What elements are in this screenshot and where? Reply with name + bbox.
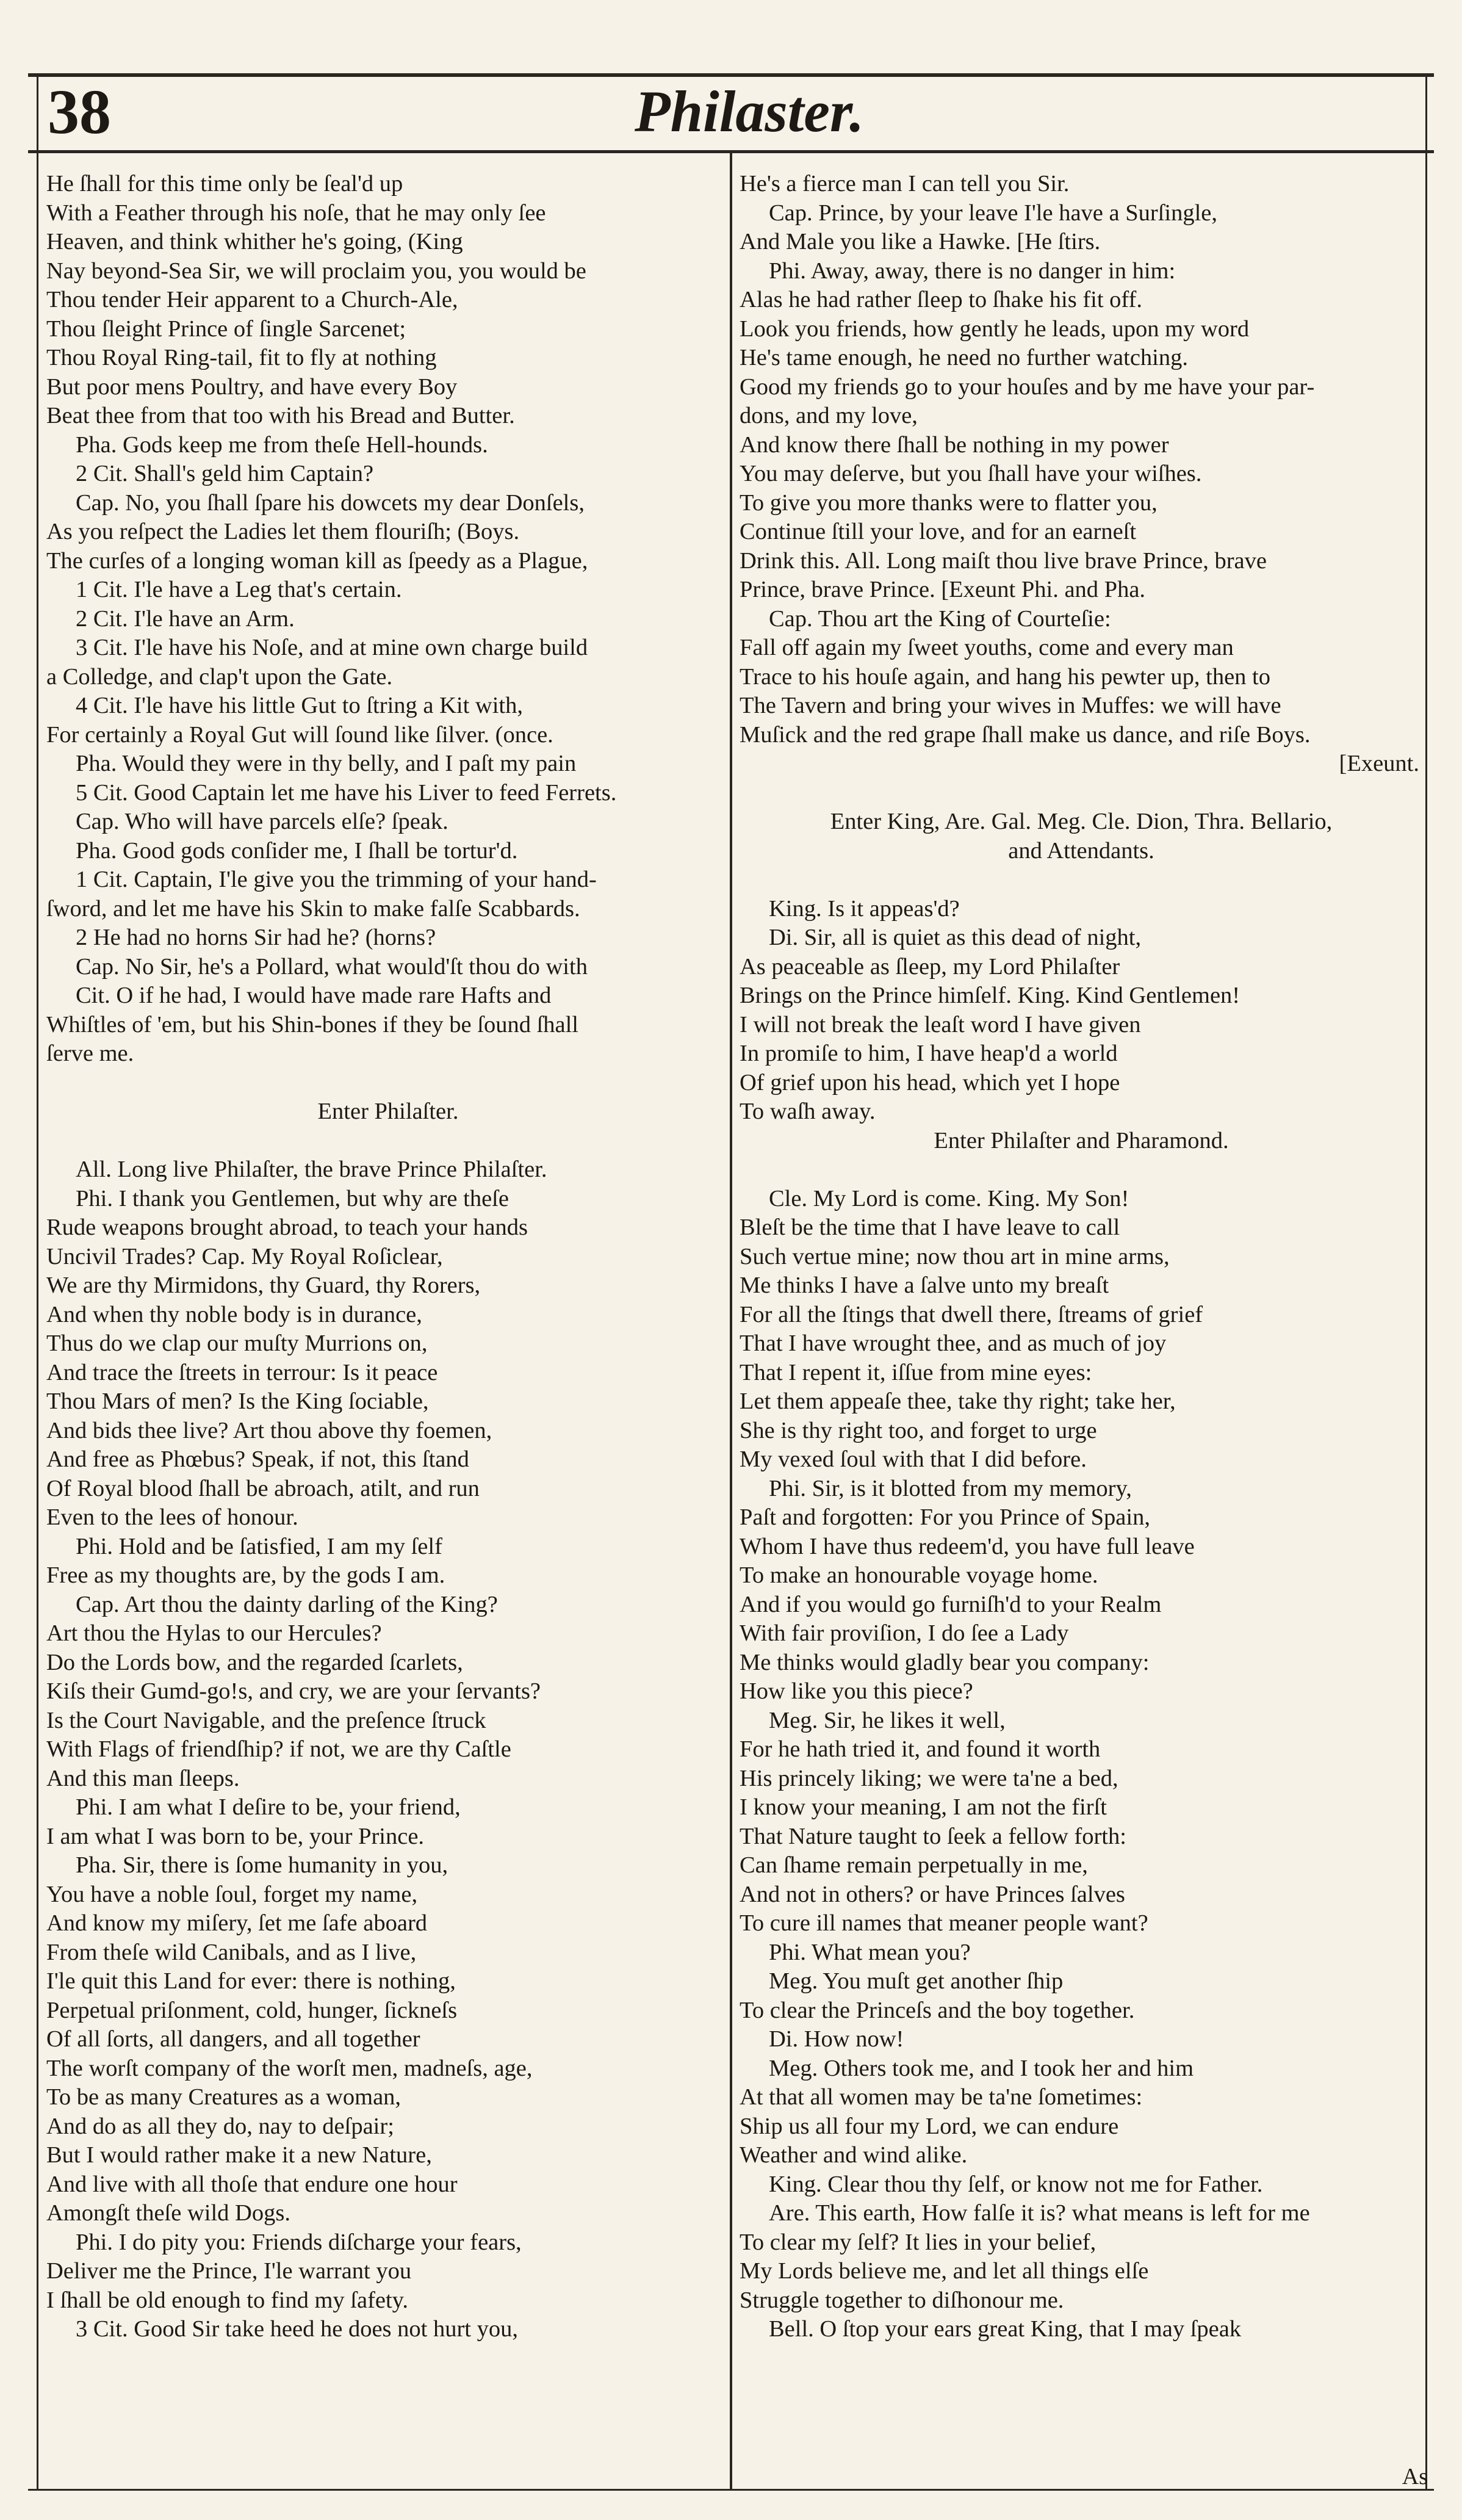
- text-line: Phi. Sir, is it blotted from my memory,: [769, 1475, 1132, 1501]
- column-divider: [730, 153, 732, 2489]
- text-line: Cle. My Lord is come. King. My Son!: [769, 1185, 1129, 1211]
- text-line: Cit. O if he had, I would have made rare Hafts and: [76, 983, 552, 1008]
- text-line: Do the Lords bow, and the regarded ſcarlets,: [46, 1649, 463, 1675]
- text-line: Struggle together to diſhonour me.: [740, 2287, 1064, 2313]
- text-line: And if you would go furniſh'd to your Realm: [740, 1591, 1162, 1617]
- text-line: Meg. Others took me, and I took her and him: [769, 2055, 1194, 2081]
- text-line: But poor mens Poultry, and have every Boy: [46, 374, 458, 400]
- text-line: 5 Cit. Good Captain let me have his Liver to feed Ferrets.: [76, 779, 617, 806]
- text-line: ſerve me.: [46, 1041, 134, 1066]
- text-line: Phi. Away, away, there is no danger in him:: [769, 258, 1176, 284]
- text-line: Enter Philaſter.: [317, 1099, 459, 1124]
- text-line: [Exeunt.: [1339, 751, 1419, 776]
- text-line: Trace to his houſe again, and hang his pewter up, then to: [740, 663, 1270, 690]
- text-line: Good my friends go to your houſes and by me have your par-: [740, 374, 1315, 400]
- text-line: 3 Cit. I'le have his Noſe, and at mine own charge build: [76, 635, 588, 660]
- text-line: [46, 1069, 730, 1098]
- text-line: With a Feather through his noſe, that he may only ſee: [46, 200, 546, 226]
- text-line: ſword, and let me have his Skin to make falſe Scabbards.: [46, 895, 580, 922]
- text-line: Pha. Good gods conſider me, I ſhall be tortur'd.: [76, 837, 518, 864]
- text-line: Muſick and the red grape ſhall make us dance, and riſe Boys.: [740, 721, 1311, 748]
- text-line: Art thou the Hylas to our Hercules?: [46, 1620, 382, 1646]
- text-line: Cap. Thou art the King of Courteſie:: [769, 605, 1111, 632]
- text-line: Brings on the Prince himſelf. King. Kind Gentlemen!: [740, 983, 1241, 1008]
- text-line: The curſes of a longing woman kill as ſpeedy as a Plague,: [46, 547, 588, 574]
- text-line: To cure ill names that meaner people want?: [740, 1910, 1148, 1936]
- text-line: You may deſerve, but you ſhall have your wiſhes.: [740, 461, 1202, 486]
- text-line: To waſh away.: [740, 1099, 876, 1124]
- text-line: [740, 1155, 1423, 1185]
- text-line: Phi. Hold and be ſatisfied, I am my ſelf: [76, 1533, 442, 1559]
- text-line: Phi. I am what I deſire to be, your friend,: [76, 1794, 461, 1820]
- text-line: Weather and wind alike.: [740, 2142, 968, 2168]
- text-line: And this man ſleeps.: [46, 1765, 240, 1791]
- text-line: [740, 865, 1423, 895]
- text-line: All. Long live Philaſter, the brave Prince Philaſter.: [76, 1157, 547, 1182]
- text-line: Meg. Sir, he likes it well,: [769, 1707, 1006, 1733]
- text-line: Enter King, Are. Gal. Meg. Cle. Dion, Thra. Bellario,: [830, 809, 1333, 834]
- text-line: King. Is it appeas'd?: [769, 895, 960, 922]
- text-line: Look you friends, how gently he leads, upon my word: [740, 316, 1250, 342]
- right-border: [1425, 73, 1427, 2490]
- text-line: That I repent it, iſſue from mine eyes:: [740, 1359, 1092, 1385]
- text-line: And know my miſery, ſet me ſafe aboard: [46, 1910, 428, 1936]
- text-line: Can ſhame remain perpetually in me,: [740, 1852, 1088, 1878]
- left-border: [37, 73, 38, 2490]
- text-line: In promiſe to him, I have heap'd a world: [740, 1041, 1118, 1066]
- text-line: and Attendants.: [1008, 837, 1154, 864]
- text-line: With fair proviſion, I do ſee a Lady: [740, 1620, 1069, 1646]
- text-line: For all the ſtings that dwell there, ſtreams of grief: [740, 1301, 1203, 1327]
- text-line: Such vertue mine; now thou art in mine arms,: [740, 1243, 1170, 1269]
- text-line: To clear my ſelf? It lies in your belief,: [740, 2229, 1096, 2255]
- text-line: Kiſs their Gumd-go!s, and cry, we are your ſervants?: [46, 1678, 541, 1704]
- text-line: He's tame enough, he need no further watching.: [740, 345, 1188, 370]
- text-line: She is thy right too, and forget to urge: [740, 1417, 1097, 1443]
- text-line: I ſhall be old enough to find my ſafety.: [46, 2287, 409, 2313]
- text-line: To give you more thanks were to flatter you,: [740, 489, 1158, 516]
- top-rule: [28, 73, 1434, 77]
- text-line: 2 Cit. I'le have an Arm.: [76, 605, 295, 632]
- text-line: Cap. Art thou the dainty darling of the King?: [76, 1591, 498, 1617]
- text-line: And not in others? or have Princes ſalves: [740, 1881, 1125, 1907]
- text-line: Thou Mars of men? Is the King ſociable,: [46, 1388, 429, 1414]
- page-number: 38: [48, 77, 111, 147]
- text-line: Enter Philaſter and Pharamond.: [934, 1127, 1229, 1153]
- text-line: Me thinks I have a ſalve unto my breaſt: [740, 1273, 1109, 1298]
- text-line: Pha. Gods keep me from theſe Hell-hounds.: [76, 431, 488, 458]
- text-line: Alas he had rather ſleep to ſhake his fit off.: [740, 287, 1142, 312]
- text-line: King. Clear thou thy ſelf, or know not me for Father.: [769, 2171, 1263, 2197]
- text-line: Deliver me the Prince, I'le warrant you: [46, 2258, 412, 2284]
- text-line: Continue ſtill your love, and for an earneſt: [740, 519, 1137, 544]
- text-line: Phi. I thank you Gentlemen, but why are theſe: [76, 1185, 509, 1211]
- text-line: You have a noble ſoul, forget my name,: [46, 1881, 418, 1907]
- text-line: He's a fierce man I can tell you Sir.: [740, 171, 1070, 197]
- text-line: How like you this piece?: [740, 1678, 973, 1704]
- text-line: Rude weapons brought abroad, to teach your hands: [46, 1215, 528, 1240]
- text-line: Heaven, and think whither he's going, (King: [46, 229, 463, 255]
- text-line: Thou tender Heir apparent to a Church-Ale,: [46, 287, 458, 312]
- text-line: With Flags of friendſhip? if not, we are thy Caſtle: [46, 1736, 511, 1762]
- text-line: To be as many Creatures as a woman,: [46, 2084, 402, 2110]
- text-line: 3 Cit. Good Sir take heed he does not hurt you,: [76, 2316, 518, 2342]
- text-line: Whom I have thus redeem'd, you have full leave: [740, 1533, 1195, 1559]
- text-line: As you reſpect the Ladies let them flouriſh; (Boys.: [46, 519, 520, 544]
- text-line: Pha. Sir, there is ſome humanity in you,: [76, 1852, 448, 1878]
- text-line: And when thy noble body is in durance,: [46, 1301, 422, 1327]
- text-line: Thou ſleight Prince of ſingle Sarcenet;: [46, 316, 406, 342]
- text-line: Bell. O ſtop your ears great King, that I may ſpeak: [769, 2316, 1242, 2342]
- right-column: [740, 170, 1423, 2344]
- text-line: 2 He had no horns Sir had he? (horns?: [76, 925, 436, 950]
- text-line: And Male you like a Hawke. [He ſtirs.: [740, 229, 1101, 255]
- text-line: Ship us all four my Lord, we can endure: [740, 2113, 1119, 2139]
- text-line: Prince, brave Prince. [Exeunt Phi. and Pha.: [740, 577, 1146, 602]
- text-line: At that all women may be ta'ne ſometimes:: [740, 2084, 1143, 2110]
- bottom-rule: [28, 2489, 1434, 2491]
- text-line: 4 Cit. I'le have his little Gut to ſtring a Kit with,: [76, 693, 524, 718]
- text-line: Whiſtles of 'em, but his Shin-bones if they be ſound ſhall: [46, 1011, 579, 1038]
- text-line: Of all ſorts, all dangers, and all together: [46, 2026, 420, 2052]
- text-line: Paſt and forgotten: For you Prince of Spain,: [740, 1504, 1150, 1530]
- text-line: And do as all they do, nay to deſpair;: [46, 2113, 394, 2139]
- text-line: Free as my thoughts are, by the gods I am.: [46, 1562, 445, 1588]
- text-line: Pha. Would they were in thy belly, and I paſt my pain: [76, 751, 577, 776]
- text-line: Cap. No, you ſhall ſpare his dowcets my dear Donſels,: [76, 489, 585, 516]
- text-line: To clear the Princeſs and the boy together.: [740, 1997, 1135, 2023]
- text-line: Drink this. All. Long maiſt thou live brave Prince, brave: [740, 547, 1267, 574]
- text-line: And trace the ſtreets in terrour: Is it peace: [46, 1359, 438, 1385]
- text-line: Thou Royal Ring-tail, fit to fly at nothing: [46, 345, 437, 370]
- text-line: Nay beyond-Sea Sir, we will proclaim you, you would be: [46, 258, 586, 284]
- text-line: Di. Sir, all is quiet as this dead of night,: [769, 925, 1142, 950]
- text-line: And bids thee live? Art thou above thy foemen,: [46, 1417, 492, 1443]
- text-line: That I have wrought thee, and as much of joy: [740, 1330, 1167, 1356]
- text-line: He ſhall for this time only be ſeal'd up: [46, 171, 403, 197]
- text-line: To make an honourable voyage home.: [740, 1562, 1098, 1588]
- text-line: Meg. You muſt get another ſhip: [769, 1968, 1064, 1994]
- text-line: [46, 1127, 730, 1156]
- text-line: Of grief upon his head, which yet I hope: [740, 1069, 1120, 1096]
- text-line: Beat thee from that too with his Bread and Butter.: [46, 403, 515, 428]
- text-line: My Lords believe me, and let all things elſe: [740, 2258, 1149, 2284]
- text-line: I'le quit this Land for ever: there is nothing,: [46, 1968, 456, 1994]
- text-line: 1 Cit. I'le have a Leg that's certain.: [76, 577, 402, 602]
- text-line: Are. This earth, How falſe it is? what means is left for me: [769, 2200, 1310, 2226]
- text-line: Fall off again my ſweet youths, come and every man: [740, 635, 1234, 660]
- text-line: That Nature taught to ſeek a fellow forth:: [740, 1823, 1126, 1849]
- text-line: Cap. Who will have parcels elſe? ſpeak.: [76, 809, 448, 834]
- text-line: My vexed ſoul with that I did before.: [740, 1446, 1087, 1472]
- text-line: Perpetual priſonment, cold, hunger, ſickneſs: [46, 1997, 458, 2023]
- text-line: For he hath tried it, and found it worth: [740, 1736, 1101, 1762]
- text-line: 1 Cit. Captain, I'le give you the trimming of your hand-: [76, 867, 597, 892]
- text-line: And free as Phœbus? Speak, if not, this ſtand: [46, 1446, 469, 1472]
- text-line: From theſe wild Canibals, and as I live,: [46, 1939, 417, 1965]
- text-line: [740, 779, 1423, 808]
- text-line: And know there ſhall be nothing in my power: [740, 431, 1169, 458]
- text-line: Phi. What mean you?: [769, 1939, 971, 1965]
- text-line: dons, and my love,: [740, 403, 918, 428]
- text-line: 2 Cit. Shall's geld him Captain?: [76, 461, 374, 486]
- text-line: Di. How now!: [769, 2026, 904, 2052]
- text-line: a Colledge, and clap't upon the Gate.: [46, 663, 393, 690]
- text-line: We are thy Mirmidons, thy Guard, thy Rorers,: [46, 1273, 481, 1298]
- text-line: I will not break the leaſt word I have given: [740, 1011, 1141, 1038]
- text-line: The worſt company of the worſt men, madneſs, age,: [46, 2055, 533, 2081]
- text-line: Let them appeaſe thee, take thy right; take her,: [740, 1388, 1176, 1414]
- text-line: His princely liking; we were ta'ne a bed,: [740, 1765, 1118, 1791]
- text-line: Uncivil Trades? Cap. My Royal Roſiclear,: [46, 1243, 443, 1269]
- text-line: As peaceable as ſleep, my Lord Philaſter: [740, 953, 1120, 980]
- catchword: As: [1402, 2464, 1428, 2489]
- text-line: Cap. No Sir, he's a Pollard, what would'ſt thou do with: [76, 953, 588, 980]
- text-line: But I would rather make it a new Nature,: [46, 2142, 432, 2168]
- text-line: And live with all thoſe that endure one hour: [46, 2171, 458, 2197]
- text-line: Of Royal blood ſhall be abroach, atilt, and run: [46, 1475, 480, 1501]
- text-line: Thus do we clap our muſty Murrions on,: [46, 1330, 428, 1356]
- text-line: The Tavern and bring your wives in Muffes: we will have: [740, 693, 1281, 718]
- text-line: Phi. I do pity you: Friends diſcharge your fears,: [76, 2229, 522, 2255]
- text-line: I know your meaning, I am not the firſt: [740, 1794, 1107, 1820]
- text-line: Bleſt be the time that I have leave to call: [740, 1215, 1120, 1240]
- text-line: I am what I was born to be, your Prince.: [46, 1823, 425, 1849]
- text-line: Amongſt theſe wild Dogs.: [46, 2200, 290, 2226]
- text-line: For certainly a Royal Gut will ſound like ſilver. (once.: [46, 721, 553, 748]
- text-line: Even to the lees of honour.: [46, 1504, 298, 1530]
- text-line: Is the Court Navigable, and the preſence ſtruck: [46, 1707, 486, 1733]
- text-line: Me thinks would gladly bear you company:: [740, 1649, 1150, 1675]
- running-title: Philaster.: [635, 79, 865, 144]
- left-column: [46, 170, 730, 2344]
- text-line: Cap. Prince, by your leave I'le have a Surſingle,: [769, 200, 1217, 226]
